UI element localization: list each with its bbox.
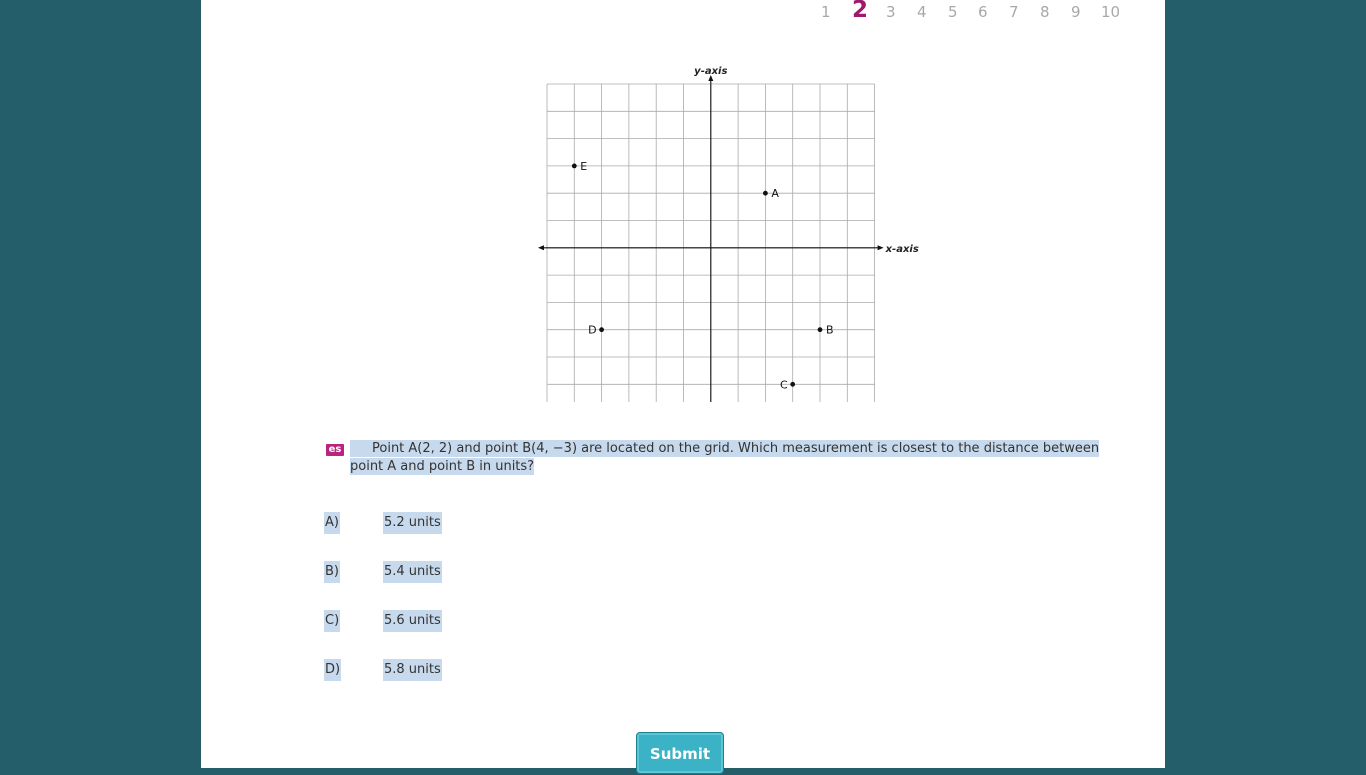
point-b-label: B — [826, 323, 834, 337]
option-b[interactable] — [324, 561, 724, 585]
option-c[interactable] — [324, 610, 724, 634]
question-panel — [201, 0, 1165, 768]
option-d[interactable] — [324, 659, 724, 683]
pagination — [201, 0, 1165, 24]
option-letter: D) — [324, 659, 341, 681]
option-text: 5.8 units — [383, 659, 442, 681]
coordinate-grid — [531, 62, 931, 402]
question-text-block — [350, 440, 1115, 476]
page-1-link[interactable]: 1 — [821, 3, 831, 21]
submit-button[interactable]: Submit — [636, 732, 724, 774]
point-a-label: A — [771, 187, 779, 201]
page-2-current[interactable]: 2 — [852, 0, 869, 23]
option-letter: A) — [324, 512, 340, 534]
option-text: 5.2 units — [383, 512, 442, 534]
page-8-link[interactable]: 8 — [1040, 3, 1050, 21]
page-7-link[interactable]: 7 — [1009, 3, 1019, 21]
page-10-link[interactable]: 10 — [1101, 3, 1121, 21]
axes — [538, 75, 884, 402]
point-a-marker — [763, 191, 768, 196]
question-text: Point A(2, 2) and point B(4, −3) are located on the grid. Which measurement is closest to the distance between point A and point B in units? — [350, 441, 1100, 474]
page-9-link[interactable]: 9 — [1071, 3, 1081, 21]
option-text: 5.6 units — [383, 610, 442, 632]
point-d-label: D — [588, 323, 597, 337]
page-4-link[interactable]: 4 — [917, 3, 927, 21]
points — [572, 160, 834, 391]
page-3-link[interactable]: 3 — [886, 3, 896, 21]
x-axis-arrow-right — [878, 245, 884, 250]
point-b-marker — [818, 327, 823, 332]
spanish-translation-icon[interactable]: es — [326, 444, 344, 456]
point-c-marker — [790, 382, 795, 387]
option-a[interactable] — [324, 512, 724, 536]
option-text: 5.4 units — [383, 561, 442, 583]
page-6-link[interactable]: 6 — [978, 3, 988, 21]
point-c-label: C — [780, 378, 788, 392]
x-axis-label: x-axis — [885, 243, 919, 255]
x-axis-arrow-left — [538, 245, 544, 250]
option-letter: B) — [324, 561, 340, 583]
point-d-marker — [599, 327, 604, 332]
point-e-marker — [572, 164, 577, 169]
option-letter: C) — [324, 610, 340, 632]
y-axis-label: y-axis — [694, 66, 728, 77]
coordinate-grid-svg — [531, 62, 931, 402]
page-5-link[interactable]: 5 — [948, 3, 958, 21]
point-e-label: E — [580, 159, 588, 173]
